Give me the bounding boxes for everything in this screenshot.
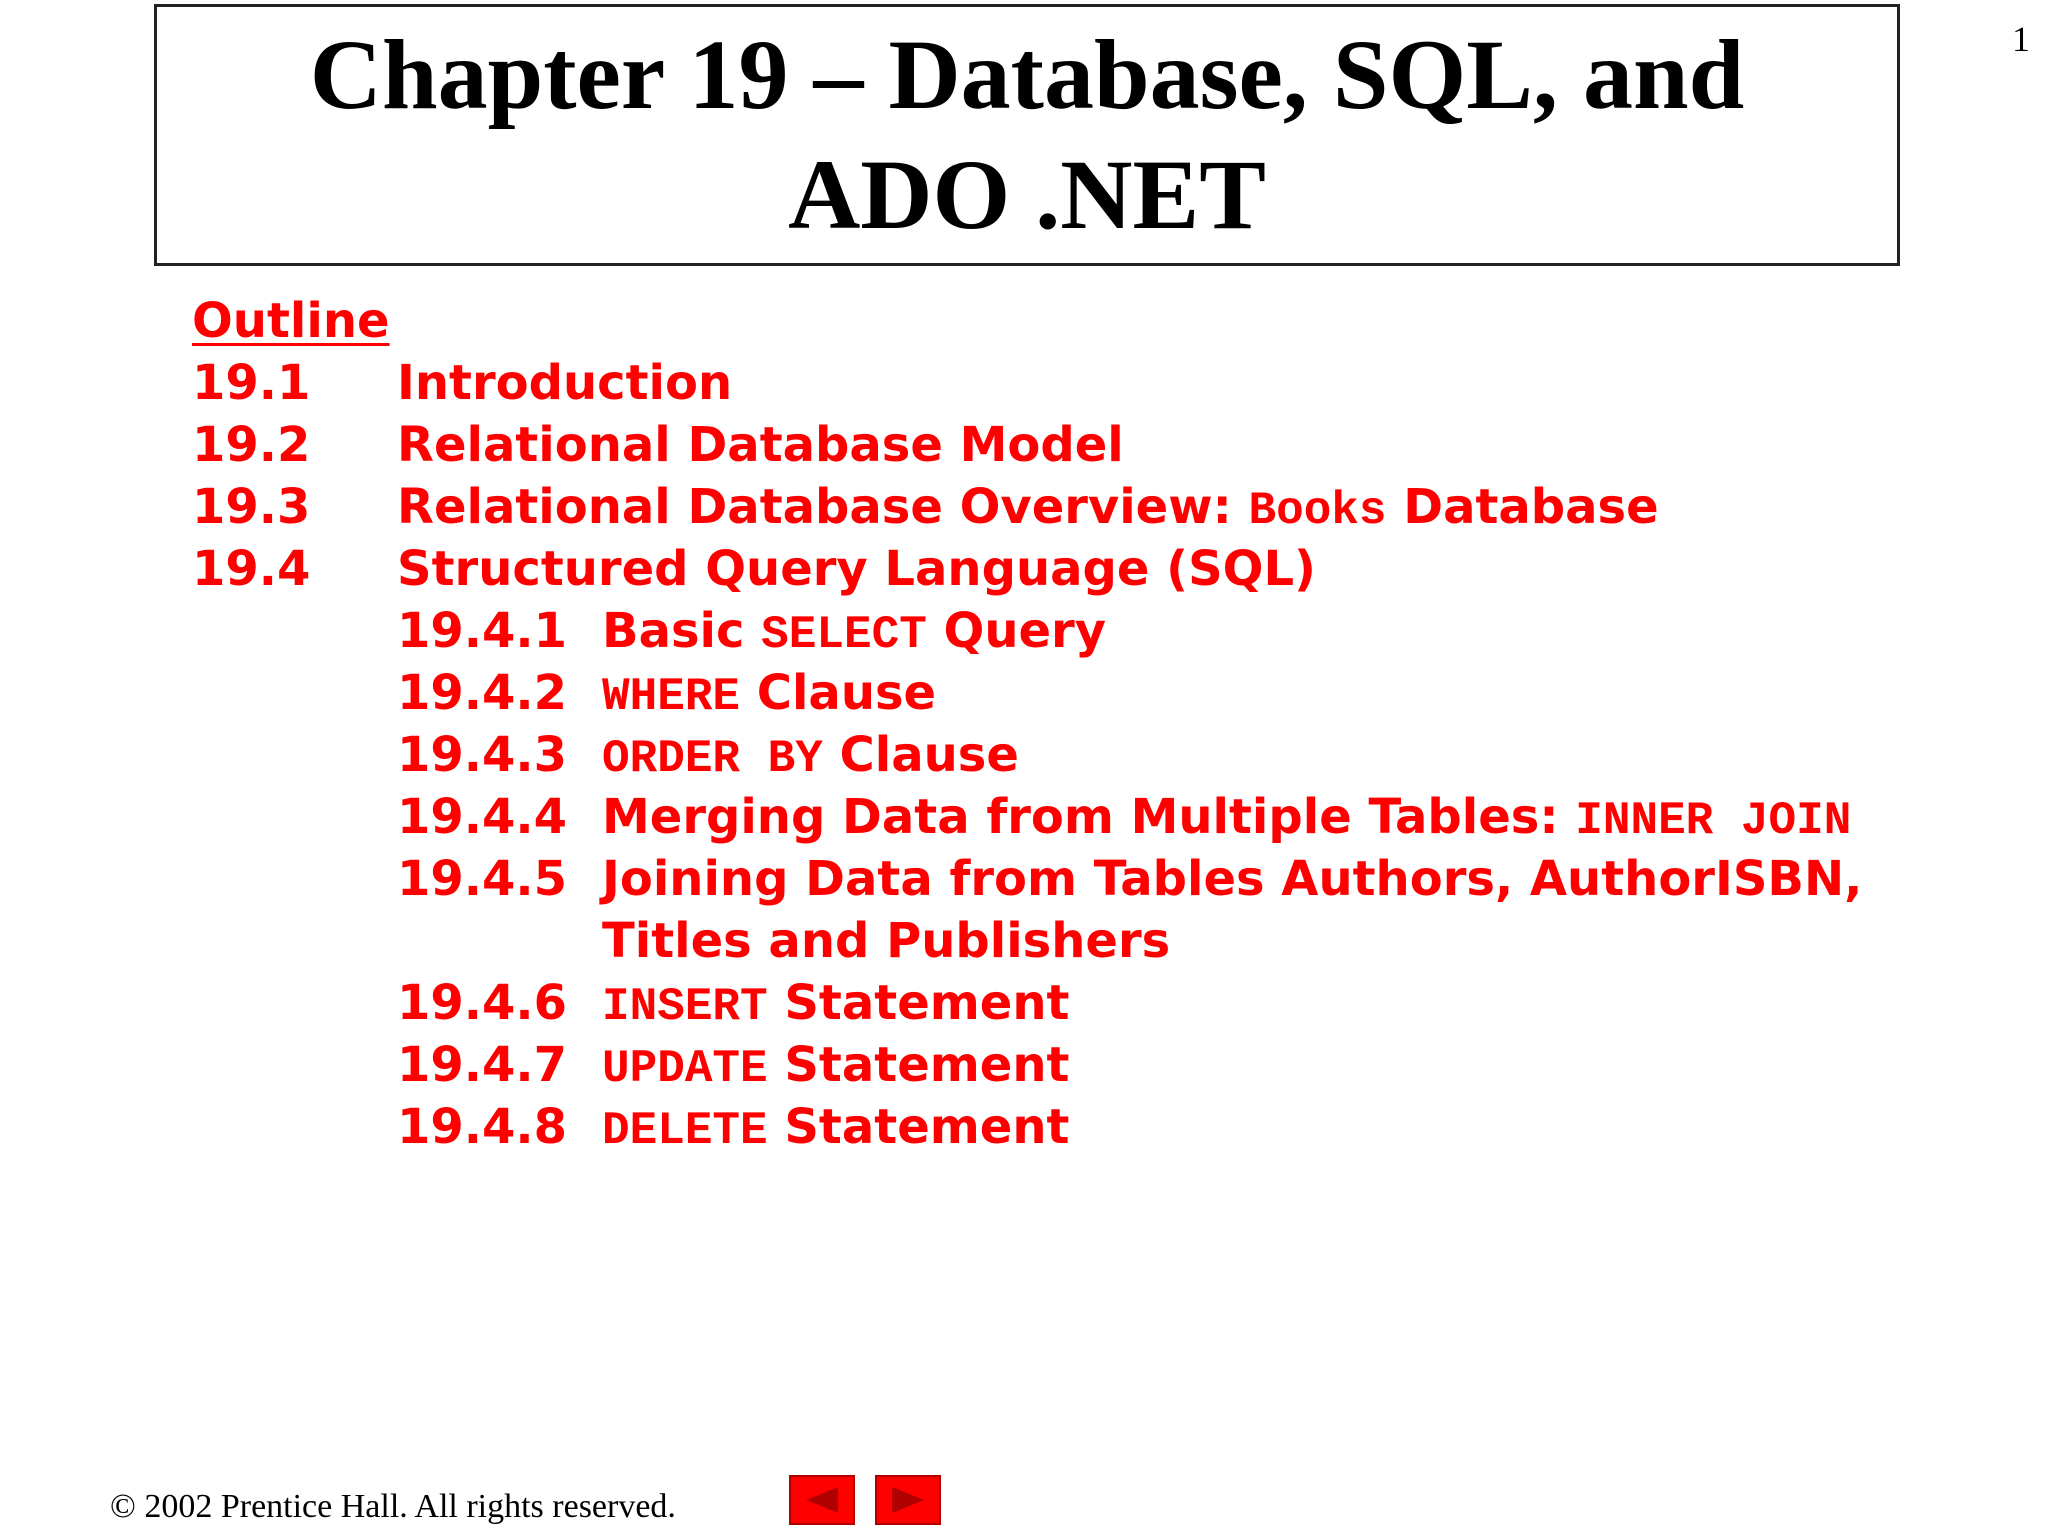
outline-item — [192, 476, 1892, 538]
outline-heading: Outline — [192, 293, 390, 349]
outline-text-part: Statement — [767, 1037, 1070, 1093]
outline-item — [192, 538, 1892, 600]
outline-item-number: 19.2 — [192, 417, 311, 473]
next-slide-button[interactable] — [875, 1475, 941, 1525]
outline-text-part: Merging Data from Multiple Tables: — [602, 789, 1576, 845]
code-keyword: WHERE — [602, 671, 741, 723]
outline-text-part: Clause — [822, 727, 1019, 783]
outline-item — [192, 724, 1892, 786]
outline-item-text — [602, 910, 1170, 972]
outline-text-part: Clause — [740, 665, 937, 721]
outline-item-text — [397, 352, 732, 414]
outline-item — [192, 1034, 1892, 1096]
outline-item — [192, 910, 1892, 972]
outline-text-part: Query — [926, 603, 1107, 659]
outline-text-part: Statement — [767, 1099, 1070, 1155]
outline-item-number: 19.4.7 — [397, 1037, 568, 1093]
outline-item-number: 19.4.2 — [397, 665, 568, 721]
outline-item — [192, 972, 1892, 1034]
outline-item-text — [397, 414, 1124, 476]
code-keyword: Books — [1248, 485, 1387, 537]
outline-item-number: 19.3 — [192, 479, 311, 535]
outline-text-part: Statement — [767, 975, 1070, 1031]
outline-item-text — [602, 600, 1106, 666]
outline-item-number: 19.4.5 — [397, 851, 568, 907]
outline-item-number: 19.1 — [192, 355, 311, 411]
outline-item-number: 19.4.3 — [397, 727, 568, 783]
outline-text-part: Structured Query Language (SQL) — [397, 541, 1316, 597]
outline-item-text — [602, 786, 1851, 852]
title-box — [154, 4, 1900, 266]
code-keyword: SELECT — [761, 609, 927, 661]
slide-title: Chapter 19 – Database, SQL, and ADO .NET — [309, 19, 1745, 250]
right-arrow-icon — [888, 1485, 928, 1515]
left-arrow-icon — [802, 1485, 842, 1515]
slide-number: 1 — [2012, 19, 2030, 59]
code-keyword: ORDER BY — [602, 733, 823, 785]
outline-text-part: Relational Database Model — [397, 417, 1124, 473]
outline-item-number: 19.4.6 — [397, 975, 568, 1031]
outline-item-number: 19.4 — [192, 541, 311, 597]
outline-list — [192, 352, 1892, 1158]
outline-text-part: Basic — [602, 603, 762, 659]
outline-text-part: Database — [1386, 479, 1659, 535]
previous-slide-button[interactable] — [789, 1475, 855, 1525]
code-keyword: DELETE — [602, 1105, 768, 1157]
outline-item-number: 19.4.4 — [397, 789, 568, 845]
outline — [192, 290, 1892, 1158]
outline-item-text — [602, 972, 1069, 1038]
outline-item — [192, 662, 1892, 724]
outline-item-text — [397, 538, 1316, 600]
outline-text-part: Joining Data from Tables Authors, AuthorISBN, — [602, 851, 1863, 907]
code-keyword: INSERT — [602, 981, 768, 1033]
outline-text-part: Relational Database Overview: — [397, 479, 1249, 535]
outline-item-text — [602, 662, 936, 728]
outline-item — [192, 600, 1892, 662]
outline-item — [192, 414, 1892, 476]
outline-item — [192, 786, 1892, 848]
outline-item — [192, 352, 1892, 414]
outline-item-text — [602, 724, 1019, 790]
copyright-footer: © 2002 Prentice Hall. All rights reserved. — [110, 1488, 676, 1525]
outline-text-part: Introduction — [397, 355, 733, 411]
outline-item-text — [602, 848, 1862, 910]
outline-item-number: 19.4.8 — [397, 1099, 568, 1155]
outline-item — [192, 848, 1892, 910]
outline-item-text — [602, 1096, 1069, 1162]
outline-item-number: 19.4.1 — [397, 603, 568, 659]
outline-item — [192, 1096, 1892, 1158]
code-keyword: UPDATE — [602, 1043, 768, 1095]
outline-text-part: Titles and Publishers — [602, 913, 1171, 969]
outline-item-text — [602, 1034, 1069, 1100]
outline-item-text — [397, 476, 1659, 542]
code-keyword: INNER JOIN — [1575, 795, 1852, 847]
